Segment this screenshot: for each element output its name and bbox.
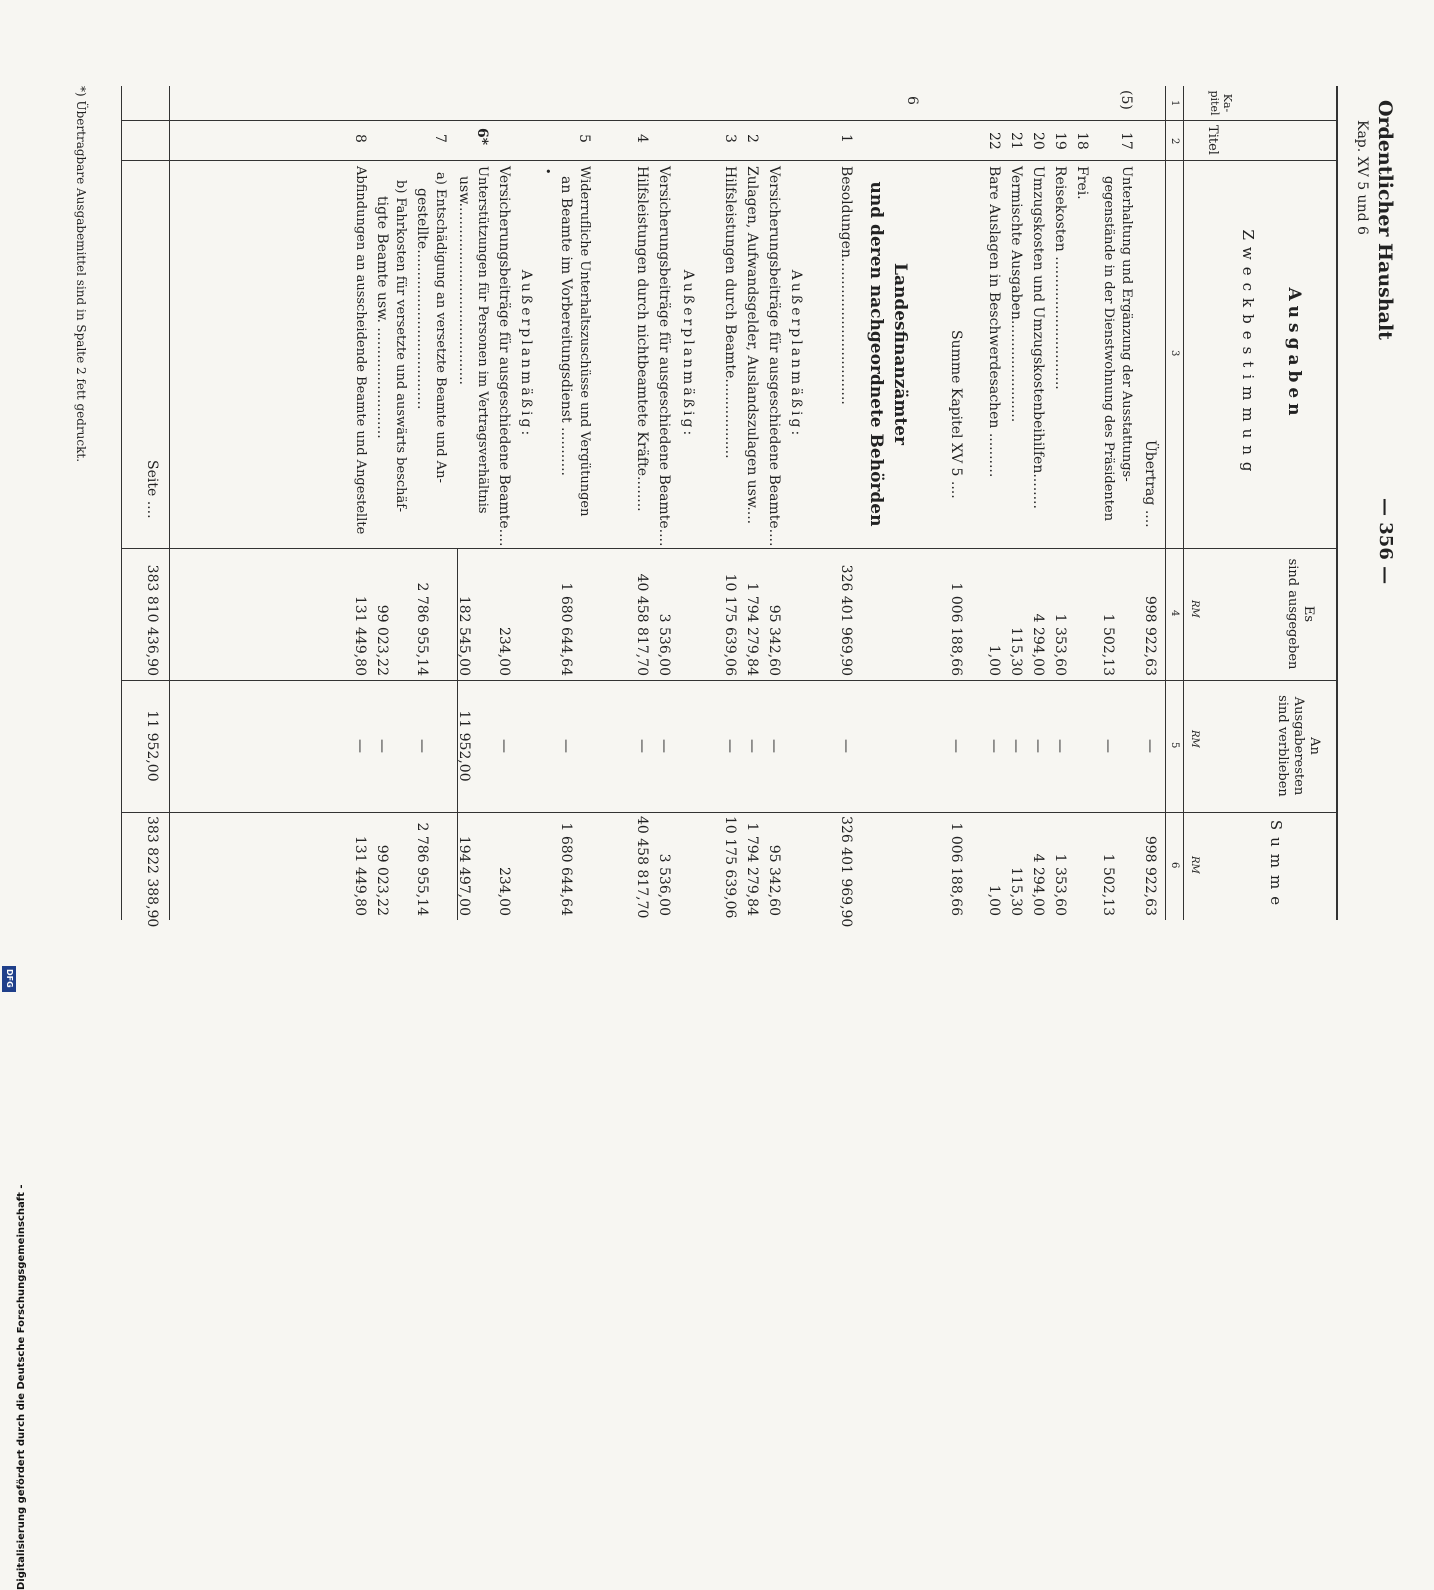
uebertrag-reste: — — [1142, 739, 1158, 753]
titel-number: 5 — [576, 134, 592, 143]
header-ausgaben: Ausgaben — [1284, 287, 1304, 421]
cell-ausgegeben: 182 545,00 — [456, 595, 472, 676]
kapitel-number: 6 — [904, 96, 920, 105]
summe-kapitel-label: Summe Kapitel XV 5 .... — [948, 330, 964, 499]
bullet-mark: • — [541, 168, 554, 175]
cell-reste: 11 952,00 — [456, 710, 472, 782]
page-subtitle: Kap. XV 5 und 6 — [1354, 120, 1370, 235]
subheading-ausserplanmaessig: Außerplanmäßig: — [788, 269, 804, 439]
dfg-logo — [2, 966, 16, 992]
table-top-rule — [1336, 86, 1338, 920]
row-text: an Beamte im Vorbereitungsdienst ........... — [558, 176, 574, 476]
cell-reste: — — [744, 739, 760, 753]
cell-ausgegeben: 1 502,13 — [1100, 613, 1116, 676]
dfg-logo-text: DFG — [5, 969, 14, 988]
cell-ausgegeben: 1 353,60 — [1052, 613, 1068, 676]
titel-number: 4 — [634, 134, 650, 143]
row-text: Besoldungen................................. — [838, 166, 854, 405]
cell-summe: 10 175 639,06 — [722, 816, 738, 919]
row-text: Unterstützungen für Personen im Vertragsverhältnis — [475, 166, 490, 514]
cell-ausgegeben: 3 536,00 — [656, 613, 672, 676]
row-text: Hilfsleistungen durch Beamte.................. — [722, 166, 738, 459]
cell-ausgegeben: 326 401 969,90 — [838, 564, 854, 676]
titel-number: 8 — [352, 134, 368, 143]
header-kapitel: Ka- pitel — [1208, 90, 1234, 116]
cell-reste: — — [766, 739, 782, 753]
header-ausgegeben: Es sind ausgegeben — [1285, 558, 1316, 670]
header-zweckbestimmung: Zweckbestimmung — [1239, 229, 1257, 479]
cell-reste: — — [634, 739, 650, 753]
row-text: Bare Auslagen in Beschwerdesachen .......... — [986, 166, 1002, 478]
header-titel: Titel — [1205, 125, 1220, 155]
row-text: Abfindungen an ausscheidende Beamte und Angestellte — [353, 166, 368, 535]
cell-reste: — — [1052, 739, 1068, 753]
row-text: Reisekosten .............................. — [1052, 166, 1068, 390]
row-text: Versicherungsbeiträge für ausgeschiedene Beamte.... — [656, 166, 672, 547]
row-text: Hilfsleistungen durch nichtbeamtete Kräfte........ — [634, 166, 650, 512]
col-divider-5 — [122, 812, 1338, 813]
cell-summe: 3 536,00 — [656, 853, 672, 916]
cell-summe: 95 342,60 — [766, 844, 782, 916]
cell-summe: 4 294,00 — [1030, 853, 1046, 916]
cell-summe: 1,00 — [986, 884, 1002, 916]
cell-summe: 1 680 644,64 — [558, 822, 574, 916]
uebertrag-ausgegeben: 998 922,63 — [1142, 595, 1158, 676]
cell-summe: 326 401 969,90 — [838, 816, 854, 928]
row-text: Zulagen, Aufwandsgelder, Auslandszulagen usw.... — [744, 166, 760, 525]
cell-reste: — — [496, 739, 512, 753]
cell-ausgegeben: 99 023,22 — [374, 604, 390, 676]
titel-number: 7 — [432, 134, 448, 143]
col-divider-3 — [122, 548, 1338, 549]
cell-reste: — — [558, 739, 574, 753]
unit-col5: RM — [1189, 730, 1200, 748]
uebertrag-label: Übertrag .... — [1142, 440, 1158, 528]
titel-number: 18 — [1074, 132, 1090, 150]
row-text: tigte Beamte usw. ......................... — [374, 196, 390, 439]
cell-ausgegeben: 1 794 279,84 — [744, 582, 760, 676]
titel-number: 3 — [722, 134, 738, 143]
row-text: Umzugskosten und Umzugskostenbeihilfen........ — [1030, 166, 1046, 509]
cell-summe: 99 023,22 — [374, 844, 390, 916]
cell-summe: 234,00 — [496, 867, 512, 916]
column-number-2: 2 — [1169, 138, 1180, 145]
column-number-4: 4 — [1169, 610, 1180, 617]
subheading-ausserplanmaessig: Außerplanmäßig: — [518, 269, 534, 439]
table-bottom-rule — [121, 86, 122, 920]
header-reste: An Ausgaberesten sind verblieben — [1275, 695, 1322, 797]
cell-summe: 1 502,13 — [1100, 853, 1116, 916]
page-number: — 356 — — [1375, 498, 1396, 585]
kapitel-number: (5) — [1118, 90, 1134, 110]
row-text: Versicherungsbeiträge für ausgeschiedene Beamte.... — [496, 166, 512, 547]
subheading-ausserplanmaessig: Außerplanmäßig: — [680, 269, 696, 439]
column-number-5: 5 — [1169, 742, 1180, 749]
seite-summe: 383 822 388,90 — [144, 816, 160, 928]
header-rule — [1165, 86, 1166, 920]
cell-summe: 115,30 — [1008, 867, 1024, 916]
cell-reste: — — [1008, 739, 1024, 753]
cell-reste: — — [374, 739, 390, 753]
titel-number: 1 — [838, 134, 854, 143]
summe-kapitel-reste: — — [948, 739, 964, 753]
cell-ausgegeben: 95 342,60 — [766, 604, 782, 676]
titel-number: 20 — [1030, 132, 1046, 150]
row-text: Unterhaltung und Ergänzung der Ausstattungs- — [1119, 166, 1134, 482]
row-text: Frei. — [1074, 166, 1090, 200]
titel-number: 17 — [1118, 132, 1134, 150]
section-heading: Landesfinanzämter — [890, 263, 910, 445]
cell-ausgegeben: 1,00 — [986, 644, 1002, 676]
seite-reste: 11 952,00 — [144, 710, 160, 782]
col-divider-2 — [122, 160, 1338, 161]
cell-ausgegeben: 131 449,80 — [352, 595, 368, 676]
digitization-credit-text: Digitalisierung gefördert durch die Deutsche Forschungsgemeinschaft - — [16, 1184, 27, 1590]
cell-summe: 40 458 817,70 — [634, 816, 650, 919]
cell-summe: 1 353,60 — [1052, 853, 1068, 916]
cell-reste: — — [352, 739, 368, 753]
cell-ausgegeben: 40 458 817,70 — [634, 573, 650, 676]
cell-ausgegeben: 115,30 — [1008, 627, 1024, 676]
cell-reste: — — [722, 739, 738, 753]
titel-number: 22 — [986, 132, 1002, 150]
column-number-3: 3 — [1169, 350, 1180, 357]
titel-number: 21 — [1008, 132, 1024, 150]
titel-number: 6* — [474, 128, 490, 146]
column-number-6: 6 — [1169, 862, 1180, 869]
footnote: *) Übertragbare Ausgabemittel sind in Spalte 2 fett gedruckt. — [74, 86, 88, 463]
summe-kapitel-ausgegeben: 1 006 188,66 — [948, 582, 964, 676]
cell-ausgegeben: 4 294,00 — [1030, 613, 1046, 676]
row-text: Vermischte Ausgaben....................... — [1008, 166, 1024, 423]
cell-ausgegeben: 2 786 955,14 — [414, 582, 430, 676]
cell-summe: 2 786 955,14 — [414, 822, 430, 916]
unit-col6: RM — [1189, 856, 1200, 874]
seite-ausgegeben: 383 810 436,90 — [144, 564, 160, 676]
seite-label: Seite .... — [144, 460, 160, 519]
header-summe: Summe — [1267, 819, 1285, 913]
titel-number: 19 — [1052, 132, 1068, 150]
digitization-credit — [2, 600, 27, 1590]
cell-reste: — — [838, 739, 854, 753]
row-text: Versicherungsbeiträge für ausgeschiedene Beamte.... — [766, 166, 782, 547]
titel-number: 2 — [744, 134, 760, 143]
seite-rule — [169, 86, 170, 920]
row-text: usw......................................... — [456, 176, 472, 385]
cell-ausgegeben: 1 680 644,64 — [558, 582, 574, 676]
cell-ausgegeben: 234,00 — [496, 627, 512, 676]
uebertrag-summe: 998 922,63 — [1142, 835, 1158, 916]
col-divider-1 — [122, 120, 1338, 121]
summe-kapitel-summe: 1 006 188,66 — [948, 822, 964, 916]
cell-reste: — — [414, 739, 430, 753]
row-text: gegenstände in der Dienstwohnung des Präsidenten — [1101, 176, 1116, 522]
column-numbers-rule — [1183, 86, 1184, 920]
cell-reste: — — [986, 739, 1002, 753]
cell-summe: 1 794 279,84 — [744, 822, 760, 916]
column-number-1: 1 — [1169, 100, 1180, 107]
page-title: Ordentlicher Haushalt — [1374, 100, 1396, 340]
cell-summe: 131 449,80 — [352, 835, 368, 916]
cell-reste: — — [656, 739, 672, 753]
cell-ausgegeben: 10 175 639,06 — [722, 573, 738, 676]
unit-col4: RM — [1189, 600, 1200, 618]
section-heading: und deren nachgeordnete Behörden — [866, 181, 886, 527]
row-text: gestellte.................................... — [414, 188, 430, 410]
row-text: a) Entschädigung an versetzte Beamte und An- — [433, 172, 448, 483]
cell-reste: — — [1100, 739, 1116, 753]
cell-reste: — — [1030, 739, 1046, 753]
row-text: Widerrufliche Unterhaltszuschüsse und Vergütungen — [577, 166, 592, 517]
row-text: b) Fahrkosten für versetzte und auswärts beschäf- — [393, 180, 408, 513]
cell-summe: 194 497,00 — [456, 835, 472, 916]
